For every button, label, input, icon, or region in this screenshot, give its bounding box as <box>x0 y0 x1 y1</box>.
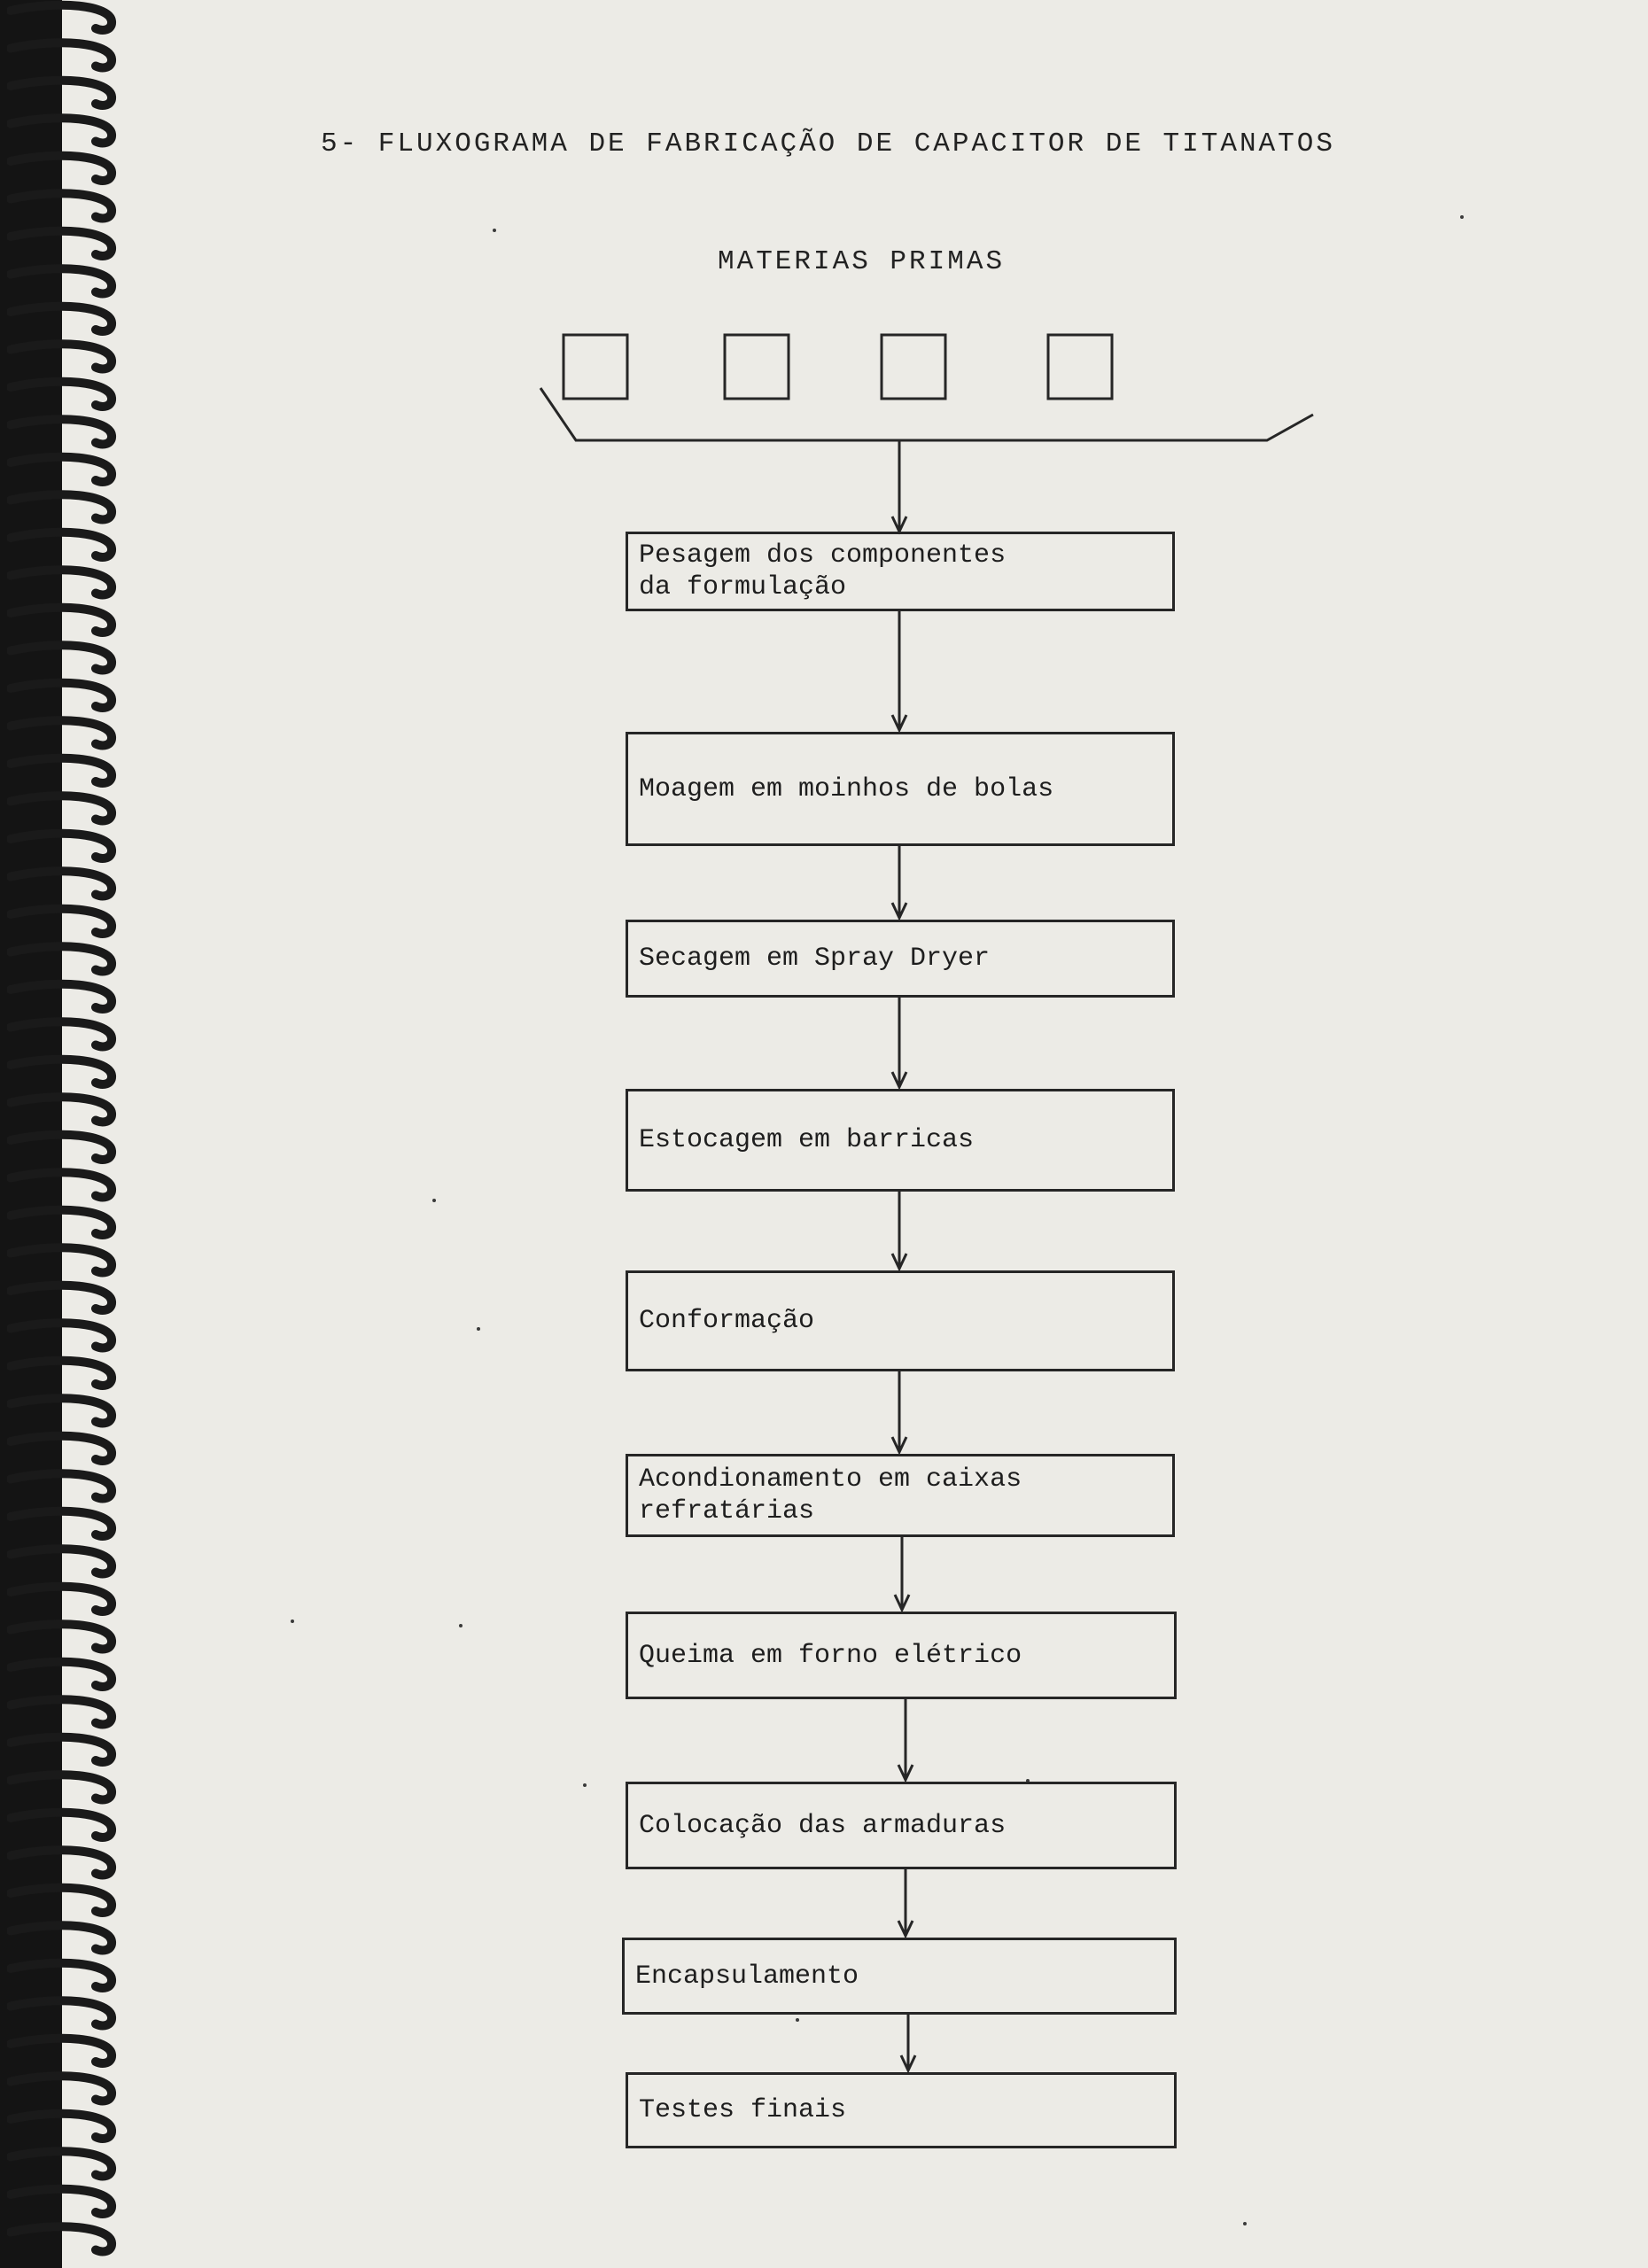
raw-material-bin-1 <box>564 335 627 399</box>
raw-material-bin-2 <box>725 335 789 399</box>
speck <box>459 1624 463 1627</box>
flowchart-title: 5- FLUXOGRAMA DE FABRICAÇÃO DE CAPACITOR DE TITANATOS <box>321 128 1335 159</box>
step-box-weighing <box>626 532 1175 611</box>
hopper <box>540 388 1313 440</box>
speck <box>493 229 496 232</box>
step-box-storage <box>626 1089 1175 1192</box>
speck <box>583 1783 587 1787</box>
step-label-milling: Moagem em moinhos de bolas <box>639 773 1054 804</box>
speck <box>477 1327 480 1331</box>
step-label-final-tests: Testes finais <box>639 2095 847 2125</box>
speck <box>291 1619 294 1623</box>
step-label-firing: Queima em forno elétrico <box>639 1640 1022 1671</box>
speck <box>1460 215 1464 219</box>
step-label-packing: Acondionamento em caixas refratárias <box>639 1464 1022 1526</box>
step-label-weighing: Pesagem dos componentes da formulação <box>639 540 1007 602</box>
speck <box>432 1199 436 1202</box>
step-label-forming: Conformação <box>639 1306 815 1336</box>
speck <box>1243 2222 1247 2225</box>
step-box-firing <box>626 1612 1177 1699</box>
step-box-electrodes <box>626 1782 1177 1869</box>
step-label-spray-drying: Secagem em Spray Dryer <box>639 944 991 974</box>
step-box-encapsulation <box>622 1938 1177 2015</box>
step-box-milling <box>626 732 1175 846</box>
scan-specks <box>291 215 1464 2225</box>
speck <box>796 2018 799 2022</box>
step-label-storage: Estocagem em barricas <box>639 1125 975 1155</box>
step-box-final-tests <box>626 2072 1177 2148</box>
step-box-spray-drying <box>626 920 1175 998</box>
raw-material-bin-3 <box>882 335 945 399</box>
raw-material-bin-4 <box>1048 335 1112 399</box>
step-box-forming <box>626 1270 1175 1371</box>
step-box-packing <box>626 1454 1175 1537</box>
step-label-electrodes: Colocação das armaduras <box>639 1810 1007 1841</box>
step-label-encapsulation: Encapsulamento <box>635 1961 859 1992</box>
raw-materials-label: MATERIAS PRIMAS <box>718 246 1006 277</box>
